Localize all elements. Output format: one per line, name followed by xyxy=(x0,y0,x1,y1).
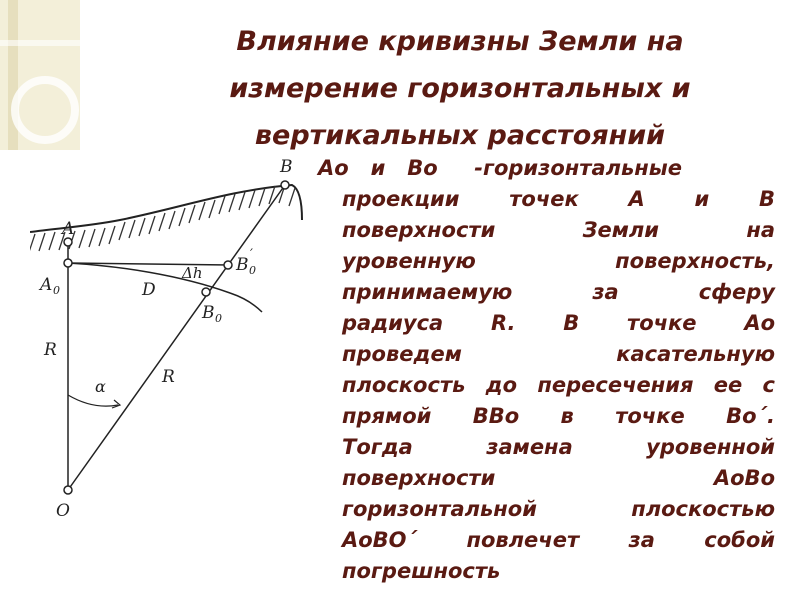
body-line: Тогда замена уровенной xyxy=(342,435,775,459)
label-r-right: R xyxy=(162,367,175,387)
label-b0-prime-mark: ′ xyxy=(250,247,253,262)
label-a0-sub: 0 xyxy=(53,284,60,297)
point-b xyxy=(281,181,289,189)
label-r-left: R xyxy=(44,340,57,360)
body-line: проекции точек А и В xyxy=(342,187,775,211)
title-line-3: вертикальных расстояний xyxy=(254,120,666,151)
title-line-2: измерение горизонтальных и xyxy=(229,73,691,104)
body-line: прямой ВВо в точке Во´. xyxy=(342,404,775,428)
body-line: принимаемую за сферу xyxy=(342,280,775,304)
point-b0 xyxy=(202,288,210,296)
point-a0 xyxy=(64,259,72,267)
body-line: проведем касательную xyxy=(342,342,775,366)
lead-a0: Ао xyxy=(318,156,349,180)
point-a xyxy=(64,238,72,246)
body-line: радиуса R. В точке Ао xyxy=(342,311,775,335)
label-o: O xyxy=(56,501,70,521)
corner-decoration xyxy=(0,0,80,150)
point-o xyxy=(64,486,72,494)
label-b: B xyxy=(280,157,293,177)
earth-curvature-diagram xyxy=(30,150,320,530)
label-a: A xyxy=(62,219,75,239)
label-dh: Δh xyxy=(182,264,203,282)
title-line-1: Влияние кривизны Земли на xyxy=(236,26,684,57)
body-line: горизонтальной плоскостью xyxy=(342,497,775,521)
slide-title xyxy=(180,18,740,159)
paragraph-lead-line xyxy=(318,153,778,184)
lead-rest: -горизонтальные xyxy=(474,156,683,180)
label-a0: A xyxy=(40,275,53,295)
body-line: погрешность xyxy=(342,559,501,583)
label-alpha: α xyxy=(95,377,106,396)
label-b0: B xyxy=(202,303,215,323)
point-b0-prime xyxy=(224,261,232,269)
alpha-arc xyxy=(68,395,118,406)
lead-and: и xyxy=(370,156,386,180)
label-b0-prime-sub: 0 xyxy=(249,264,256,277)
label-d: D xyxy=(142,280,156,300)
label-b0-prime: B xyxy=(236,255,249,275)
line-o-b xyxy=(68,185,285,490)
body-line: уровенную поверхность, xyxy=(342,249,775,273)
level-surface-arc xyxy=(68,263,262,312)
body-line: АоВО´ повлечет за собой xyxy=(342,528,775,552)
lead-b0: Во xyxy=(407,156,438,180)
body-line: поверхности Земли на xyxy=(342,218,775,242)
alpha-arrow xyxy=(112,400,120,408)
paragraph-body xyxy=(342,184,775,587)
label-b0-sub: 0 xyxy=(215,312,222,325)
body-line: плоскость до пересечения ее с xyxy=(342,373,775,397)
body-line: поверхности АоВо xyxy=(342,466,775,490)
